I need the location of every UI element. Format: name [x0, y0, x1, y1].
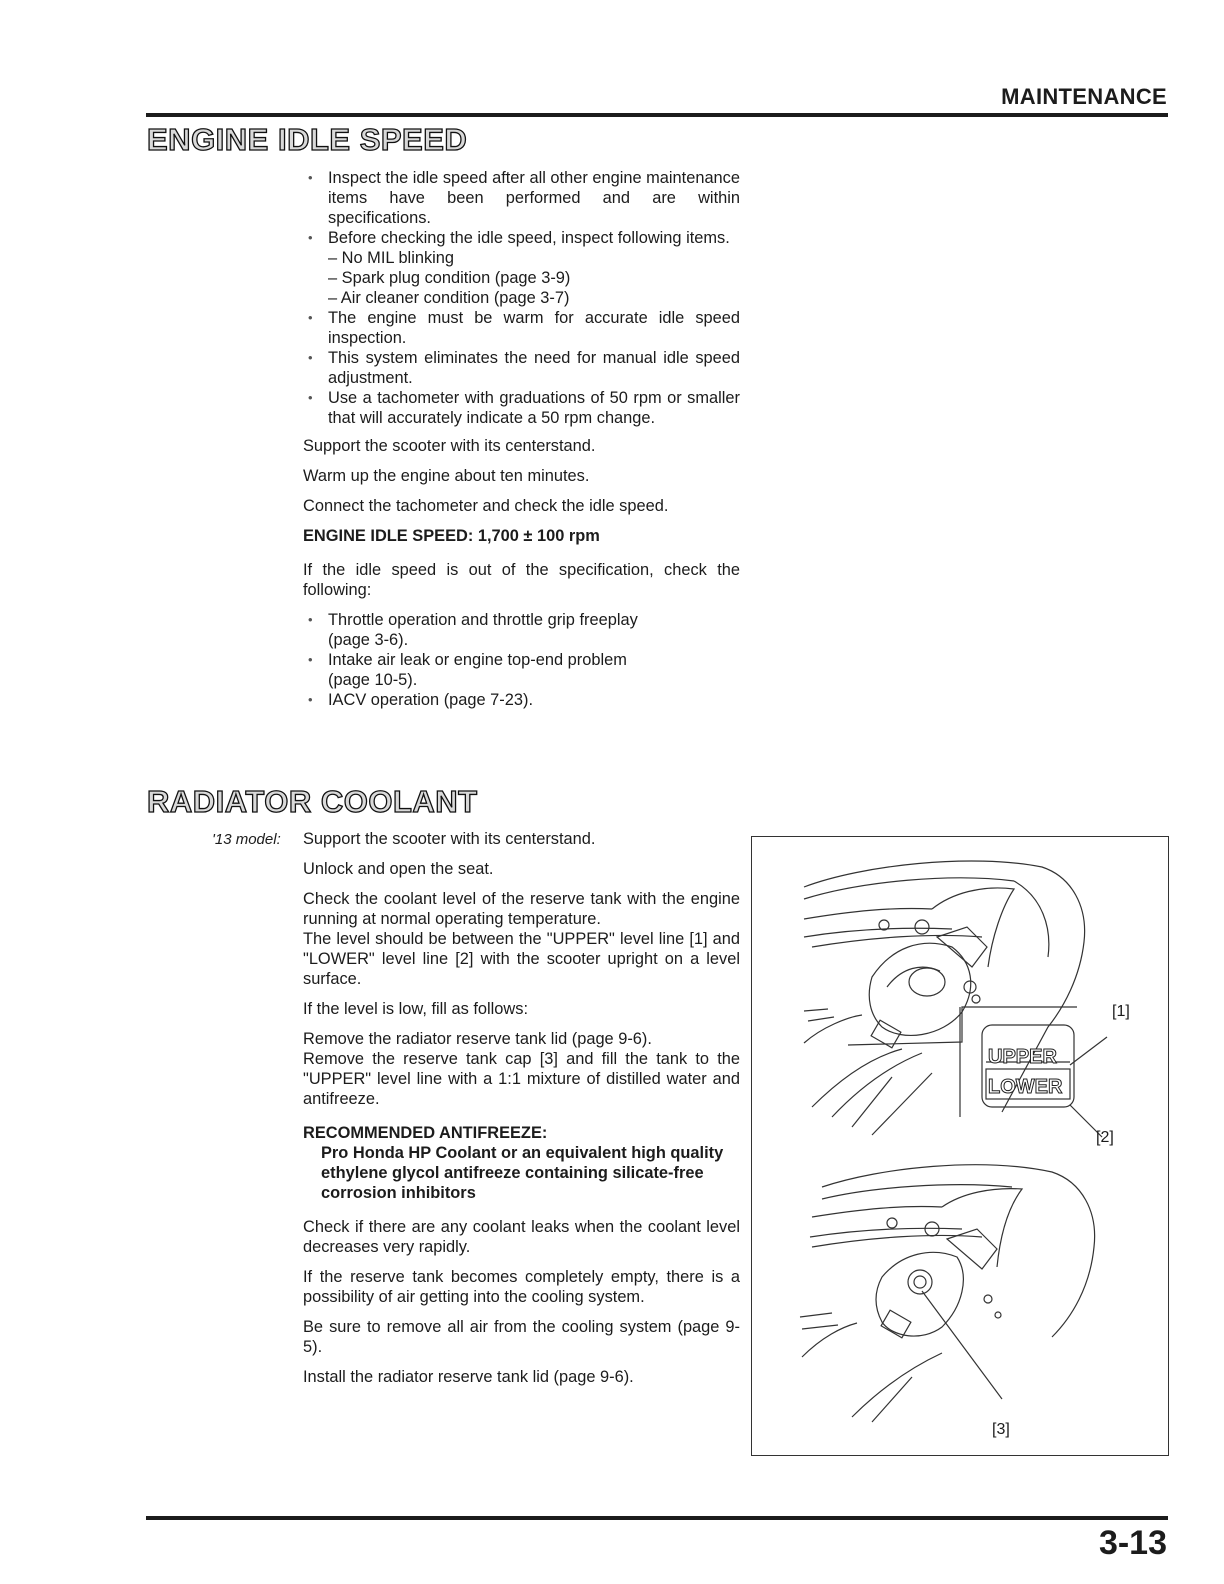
step-text: Support the scooter with its centerstand.: [303, 437, 596, 455]
callout-upper-line: [1]: [1112, 1003, 1130, 1020]
model-note: '13 model:: [212, 831, 281, 848]
list-item: • Use a tachometer with graduations of 50 rpm or smaller that will accurately indicate a 50 rpm change.: [303, 388, 740, 428]
step-text: Install the radiator reserve tank lid (page 9-6).: [303, 1368, 634, 1386]
step-text: Unlock and open the seat.: [303, 860, 494, 878]
footer-rule: [146, 1516, 1168, 1520]
step-text: If the reserve tank becomes completely empty, there is a possibility of air getting into the cooling system.: [303, 1268, 740, 1306]
list-item: • Throttle operation and throttle grip freeplay (page 3-6).: [303, 610, 740, 650]
list-item: • This system eliminates the need for manual idle speed adjustment.: [303, 348, 740, 388]
step-text: Warm up the engine about ten minutes.: [303, 467, 590, 485]
step-text: If the idle speed is out of the specification, check the following:: [303, 561, 740, 599]
step-text: Check the coolant level of the reserve tank with the engine running at normal operating temperature.: [303, 890, 740, 928]
callout-lower-line: [2]: [1096, 1129, 1114, 1146]
engine-idle-speed-heading: ENGINE IDLE SPEED: [147, 122, 468, 157]
step-text: Remove the radiator reserve tank lid (page 9-6).: [303, 1030, 652, 1048]
step-text: The level should be between the "UPPER" level line [1] and "LOWER" level line [2] with the scooter upright on a level surface.: [303, 930, 740, 988]
header-rule: [146, 113, 1168, 117]
step-text: Be sure to remove all air from the cooling system (page 9-5).: [303, 1318, 740, 1356]
list-item: • Inspect the idle speed after all other engine maintenance items have been performed and are within specifications.: [303, 168, 740, 228]
page-number: 3-13: [1098, 1524, 1167, 1562]
list-item: [303, 228, 740, 308]
radiator-coolant-heading: RADIATOR COOLANT: [147, 784, 478, 819]
step-text: Remove the reserve tank cap [3] and fill the tank to the "UPPER" level line with a 1:1 mixture of distilled water and antifreeze.: [303, 1050, 740, 1108]
list-item: • Intake air leak or engine top-end problem (page 10-5).: [303, 650, 740, 690]
step-text: Check if there are any coolant leaks when the coolant level decreases very rapidly.: [303, 1218, 740, 1256]
upper-level-label: UPPER: [988, 1046, 1057, 1068]
step-text: If the level is low, fill as follows:: [303, 1000, 529, 1018]
sub-item: – Air cleaner condition (page 3-7): [328, 289, 570, 307]
section-label: MAINTENANCE: [1001, 84, 1167, 109]
list-item: • The engine must be warm for accurate idle speed inspection.: [303, 308, 740, 348]
step-text: Connect the tachometer and check the idle speed.: [303, 497, 669, 515]
sub-item: – Spark plug condition (page 3-9): [328, 269, 571, 287]
check-list: [303, 610, 740, 710]
antifreeze-spec: Pro Honda HP Coolant or an equivalent high quality ethylene glycol antifreeze containing silicate-free corrosion inhibitors: [321, 1144, 724, 1202]
sub-item: – No MIL blinking: [328, 249, 455, 267]
idle-notes-list: [303, 168, 740, 428]
coolant-content: [303, 829, 740, 1397]
list-item-text: • Before checking the idle speed, inspect following items.: [328, 229, 730, 247]
list-item: • IACV operation (page 7-23).: [303, 690, 740, 710]
reserve-tank-illustration: [752, 837, 1170, 1457]
coolant-figure: [751, 836, 1169, 1456]
callout-tank-cap: [3]: [992, 1421, 1010, 1438]
idle-speed-spec: ENGINE IDLE SPEED: 1,700 ± 100 rpm: [303, 527, 600, 545]
step-text: Support the scooter with its centerstand.: [303, 830, 596, 848]
antifreeze-label: RECOMMENDED ANTIFREEZE:: [303, 1124, 548, 1142]
lower-level-label: LOWER: [988, 1076, 1063, 1098]
idle-speed-content: [303, 168, 740, 718]
